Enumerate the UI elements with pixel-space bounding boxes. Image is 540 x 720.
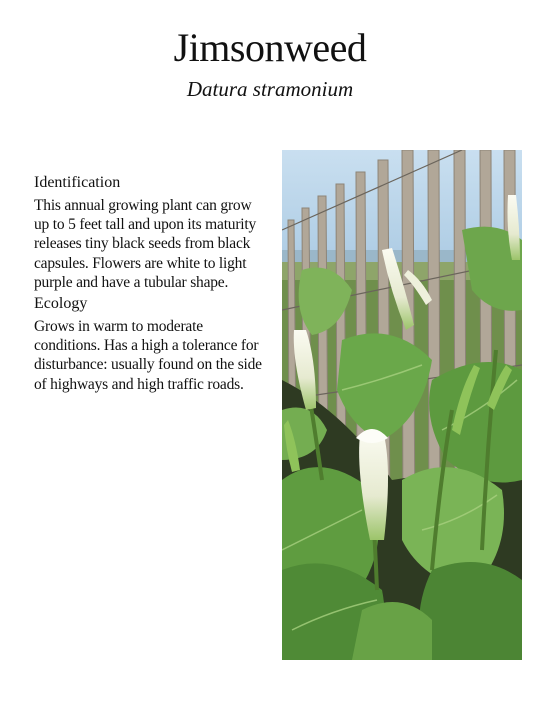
identification-heading: Identification	[34, 174, 121, 191]
jimsonweed-photo	[282, 150, 522, 660]
ecology-heading: Ecology	[34, 295, 88, 313]
scientific-name: Datura stramonium	[186, 77, 354, 101]
page-title: Jimsonweed	[173, 25, 367, 70]
ecology-text: Grows in warm to moderate conditions. Has a high a tolerance for disturbance: usually found on the side of highways and high traffic roads.	[34, 318, 262, 393]
text-column	[34, 172, 266, 395]
identification-text: This annual growing plant can grow up to 5 feet tall and upon its maturity releases tiny black seeds from black capsules. Flowers are white to light purple and have a tubular shape.	[34, 197, 257, 291]
